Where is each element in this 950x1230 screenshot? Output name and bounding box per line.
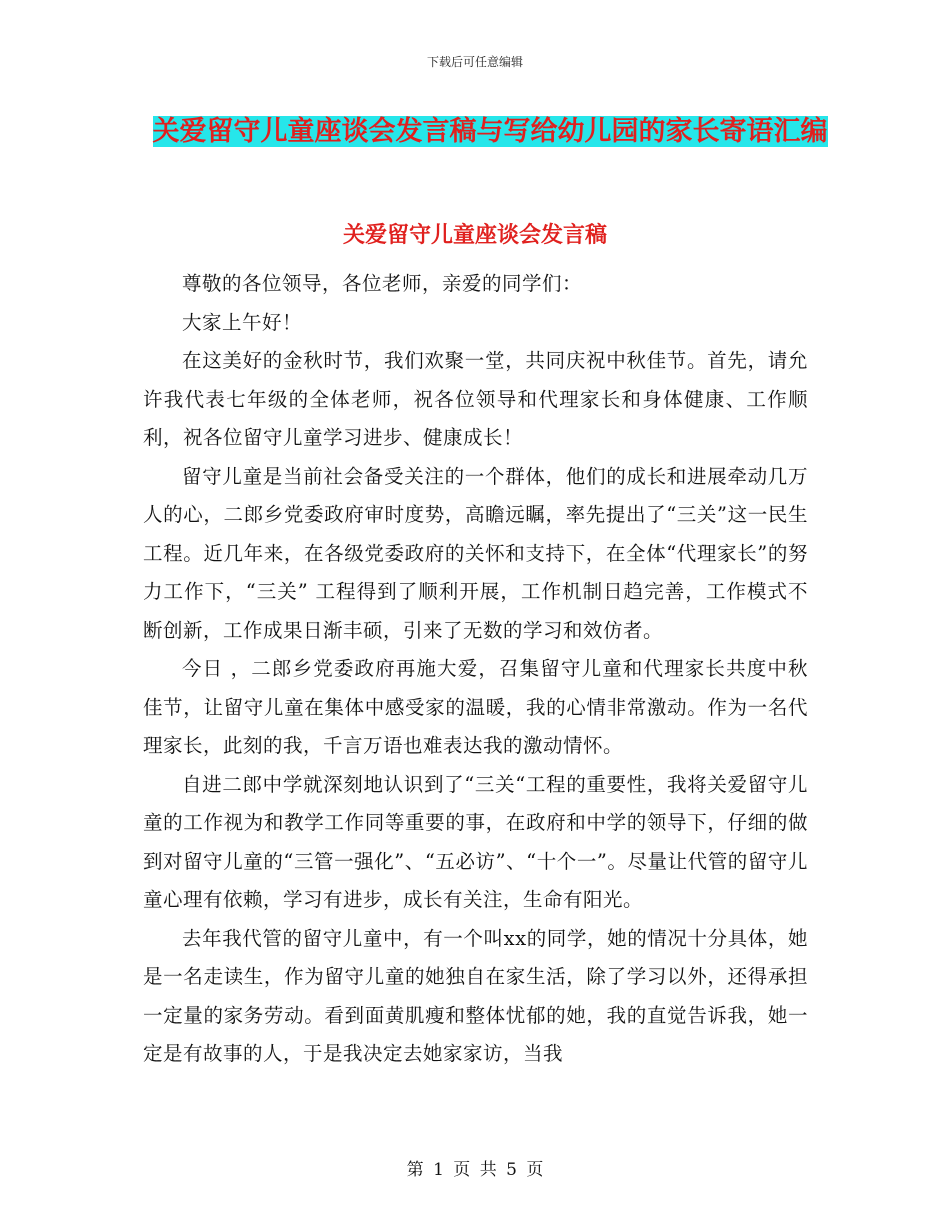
paragraph-salutation: 尊敬的各位领导，各位老师，亲爱的同学们： <box>182 272 583 295</box>
paragraph: 留守儿童是当前社会备受关注的一个群体，他们的成长和进展牵动几万人的心，二郎乡党委政府审时度势，高瞻远瞩，率先提出了“三关”这一民生工程。近几年来，在各级党委政府的关怀和支持下，在全体“代理家长”的努力工作下，“三关” 工程得到了顺利开展，工作机制日趋完善，工作模式不断创新，工作成果日渐丰硕，引来了无数的学习和效仿者。 <box>143 464 808 642</box>
paragraph-greeting: 大家上午好！ <box>182 310 303 334</box>
page-header-note: 下载后可任意编辑 <box>426 55 523 69</box>
paragraph: 自进二郎中学就深刻地认识到了“三关“工程的重要性，我将关爱留守儿童的工作视为和教学工作同等重要的事，在政府和中学的领导下，仔细的做到对留守儿童的“三管一强化”、“五必访”、“十个一”。尽量让代管的留守儿童心理有依赖，学习有进步，成长有关注，生命有阳光。 <box>143 772 808 911</box>
document-title-text: 关爱留守儿童座谈会发言稿与写给幼儿园的家长寄语汇编 <box>152 116 828 147</box>
document-body <box>143 265 808 1074</box>
document-title <box>140 110 840 154</box>
section-title: 关爱留守儿童座谈会发言稿 <box>342 223 607 248</box>
paragraph: 今日 ，二郎乡党委政府再施大爱，召集留守儿童和代理家长共度中秋佳节，让留守儿童在集体中感受家的温暖，我的心情非常激动。作为一名代理家长，此刻的我，千言万语也难表达我的激动情怀。 <box>143 657 808 757</box>
page-number: 第 1 页 共 5 页 <box>406 1160 544 1180</box>
paragraph: 去年我代管的留守儿童中，有一个叫xx的同学，她的情况十分具体，她是一名走读生，作为留守儿童的她独自在家生活，除了学习以外，还得承担一定量的家务劳动。看到面黄肌瘦和整体忧郁的她，我的直觉告诉我，她一定是有故事的人，于是我决定去她家家访，当我 <box>143 926 808 1065</box>
paragraph: 在这美好的金秋时节，我们欢聚一堂，共同庆祝中秋佳节。首先，请允许我代表七年级的全体老师，祝各位领导和代理家长和身体健康、工作顺利，祝各位留守儿童学习进步、健康成长！ <box>143 349 808 449</box>
